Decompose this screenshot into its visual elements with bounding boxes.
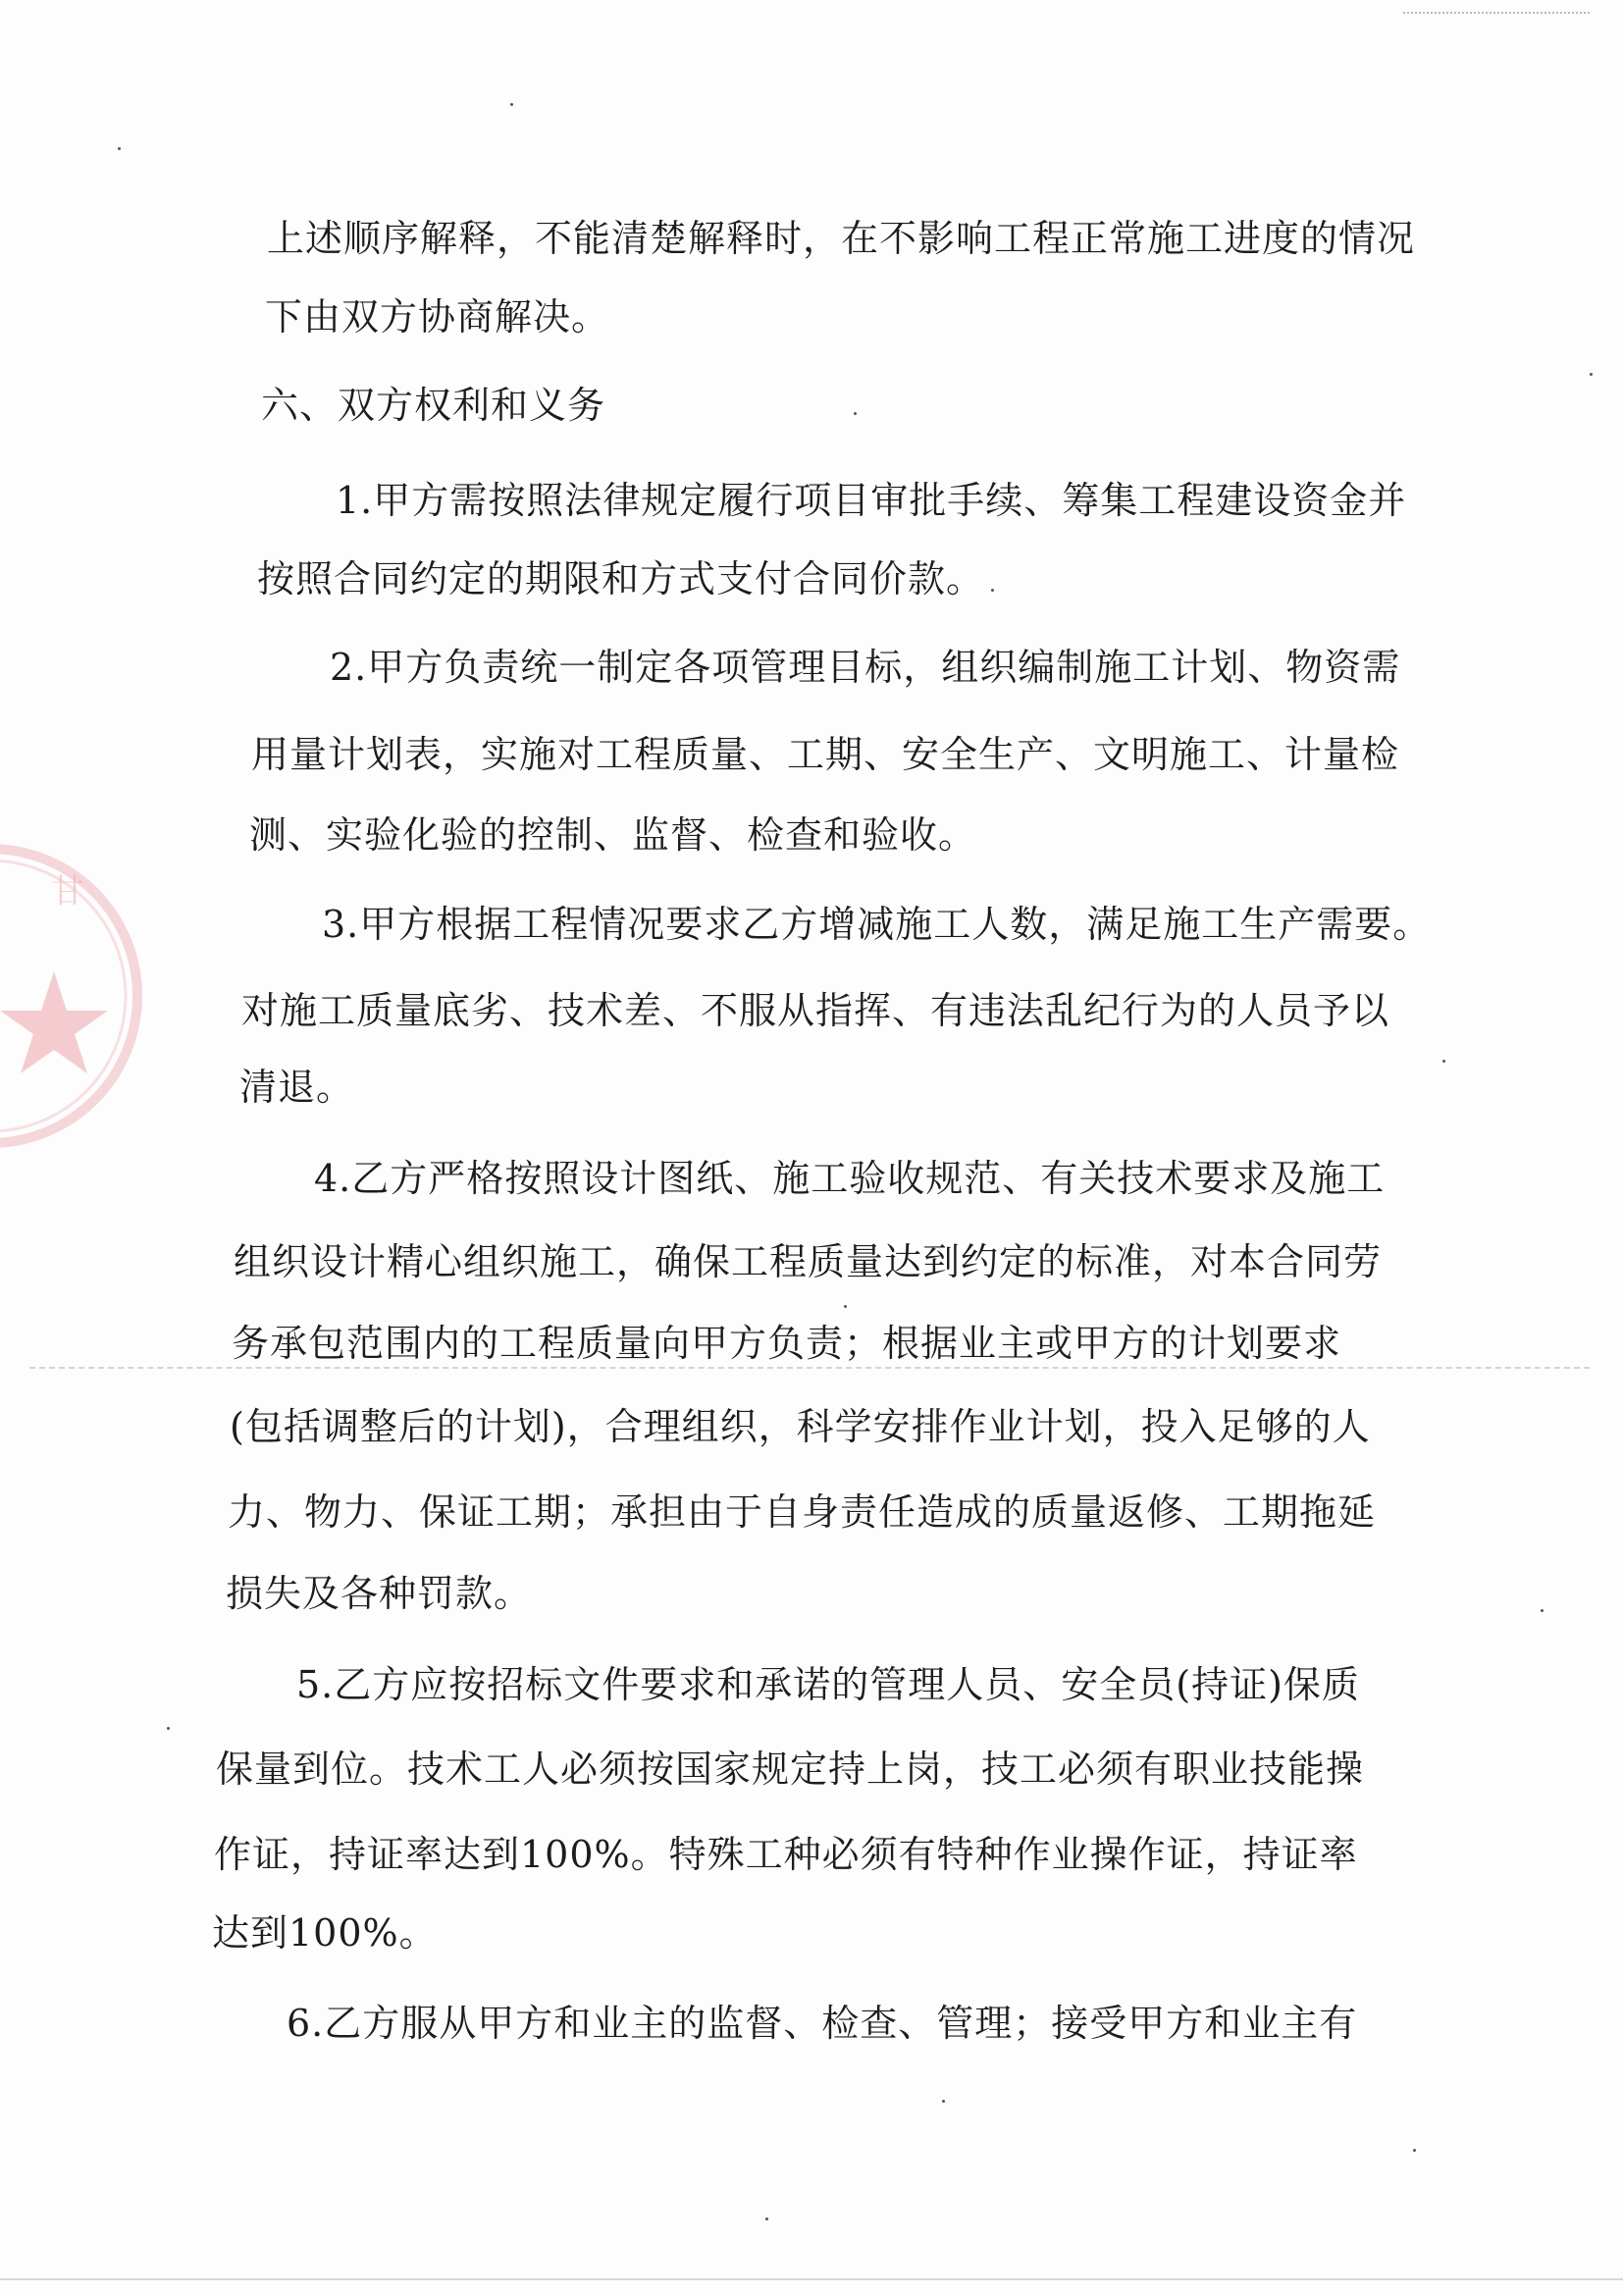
text-line: 作证，持证率达到100%。特殊工种必须有特种作业操作证，持证率: [214, 1833, 1358, 1876]
text-line: 务承包范围内的工程质量向甲方负责；根据业主或甲方的计划要求: [232, 1322, 1342, 1365]
scan-speck: [167, 1727, 170, 1730]
text-line: 上述顺序解释，不能清楚解释时，在不影响工程正常施工进度的情况: [267, 217, 1416, 260]
text-line: 保量到位。技术工人必须按国家规定持上岗，技工必须有职业技能操: [216, 1748, 1365, 1791]
text-line: (包括调整后的计划)，合理组织，科学安排作业计划，投入足够的人: [230, 1405, 1371, 1448]
scan-speck: [510, 103, 513, 106]
text-line: 1.甲方需按照法律规定履行项目审批手续、筹集工程建设资金并: [336, 479, 1407, 522]
scan-speck: [991, 589, 994, 592]
text-line: 对施工质量底劣、技术差、不服从指挥、有违法乱纪行为的人员予以: [241, 989, 1390, 1032]
text-line: 3.甲方根据工程情况要求乙方增减施工人数，满足施工生产需要。: [322, 903, 1432, 946]
text-line: 清退。: [239, 1066, 355, 1109]
text-line: 2.甲方负责统一制定各项管理目标，组织编制施工计划、物资需: [330, 646, 1401, 689]
text-line: 5.乙方应按招标文件要求和承诺的管理人员、安全员(持证)保质: [296, 1663, 1360, 1706]
red-seal-fragment: [0, 824, 157, 1168]
text-line: 下由双方协商解决。: [265, 295, 610, 339]
text-line: 测、实验化验的控制、监督、检查和验收。: [249, 813, 977, 857]
scan-speck: [1442, 1060, 1445, 1063]
scan-speck: [1413, 2149, 1416, 2152]
scan-speck: [942, 2100, 945, 2103]
text-line: 达到100%。: [212, 1911, 438, 1955]
scan-speck: [118, 147, 121, 150]
svg-text:甘: 甘: [51, 872, 84, 912]
section-heading: 六、双方权利和义务: [261, 384, 606, 427]
scan-speck: [765, 2218, 768, 2220]
scan-speck: [1541, 1609, 1544, 1612]
scan-speck: [854, 412, 857, 415]
text-line: 按照合同约定的期限和方式支付合同价款。: [257, 557, 985, 600]
text-line: 用量计划表，实施对工程质量、工期、安全生产、文明施工、计量检: [251, 733, 1400, 776]
text-line: 损失及各种罚款。: [226, 1572, 533, 1615]
scan-speck: [1590, 373, 1593, 376]
scan-speck: [844, 1305, 847, 1308]
text-line: 力、物力、保证工期；承担由于自身责任造成的质量返修、工期拖延: [228, 1490, 1377, 1534]
scan-artifact-line: [29, 1367, 1590, 1369]
text-line: 6.乙方服从甲方和业主的监督、检查、管理；接受甲方和业主有: [287, 2002, 1358, 2045]
text-line: 组织设计精心组织施工，确保工程质量达到约定的标准，对本合同劳: [234, 1240, 1383, 1283]
scan-edge-mark: [1403, 12, 1590, 14]
scan-bottom-edge: [0, 2278, 1623, 2280]
text-line: 4.乙方严格按照设计图纸、施工验收规范、有关技术要求及施工: [314, 1157, 1386, 1200]
